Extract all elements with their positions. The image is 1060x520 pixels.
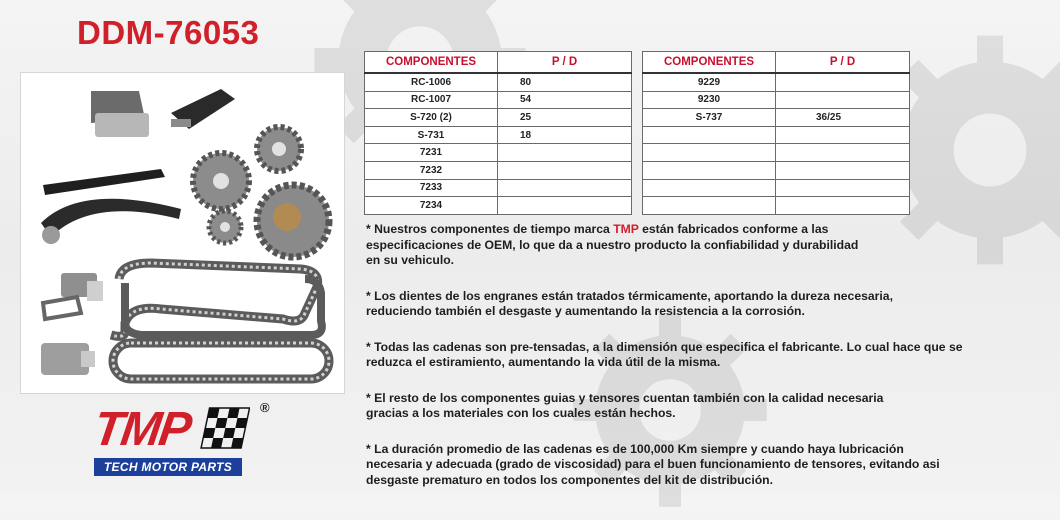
pd-cell: 25 (498, 109, 632, 127)
pd-cell: 54 (498, 91, 632, 109)
component-cell (643, 161, 776, 179)
sprocket-icon (193, 153, 249, 209)
component-cell: 9230 (643, 91, 776, 109)
component-cell: 9229 (643, 73, 776, 91)
gasket-icon (43, 297, 81, 319)
table-row (365, 73, 632, 91)
chain-tensioner-icon (41, 343, 95, 375)
pd-cell (498, 197, 632, 215)
component-cell (643, 144, 776, 162)
table-row (643, 161, 910, 179)
pd-cell (776, 197, 910, 215)
table-row (643, 109, 910, 127)
pd-cell (776, 91, 910, 109)
column-header: P / D (776, 52, 910, 74)
note-line: * Nuestros componentes de tiempo marca TMP están fabricados conforme a las (366, 222, 829, 236)
components-table-left (364, 51, 632, 215)
logo-tagline: TECH MOTOR PARTS (94, 458, 242, 476)
tmp-logo (88, 400, 288, 482)
note-line: reduciendo también el desgaste y aumentando la resistencia a la corrosión. (366, 304, 805, 318)
timing-chain-icon (113, 343, 329, 379)
pd-cell: 36/25 (776, 109, 910, 127)
column-header: COMPONENTES (643, 52, 776, 74)
pd-cell: 80 (498, 73, 632, 91)
component-cell (643, 126, 776, 144)
timing-chain-icon (111, 263, 318, 336)
chain-guide-icon (171, 89, 235, 129)
note-chains (366, 340, 1056, 371)
pd-cell (498, 144, 632, 162)
table-row (643, 179, 910, 197)
pd-cell (498, 179, 632, 197)
note-line: desgaste prematuro en todos los componentes del kit de distribución. (366, 472, 773, 487)
pd-cell (776, 126, 910, 144)
table-row (643, 91, 910, 109)
note-line: especificaciones de OEM, lo que da a nuestro producto la confiabilidad y durabilidad (366, 237, 859, 252)
note-line: necesaria y adecuada (grado de viscosidad) para el buen funcionamiento de tensores, evitando asi (366, 457, 940, 471)
tensioner-arm-icon (41, 199, 181, 244)
note-line: * Los dientes de los engranes están tratados térmicamente, aportando la dureza necesaria, (366, 288, 893, 303)
table-row (643, 144, 910, 162)
table-row (643, 197, 910, 215)
components-table-right (642, 51, 910, 215)
component-cell (643, 197, 776, 215)
component-cell (643, 179, 776, 197)
component-cell: RC-1006 (365, 73, 498, 91)
table-row (643, 126, 910, 144)
sprocket-icon (209, 211, 241, 243)
note-line: reduzca el estiramiento, aumentando la vida útil de la misma. (366, 355, 721, 369)
pd-cell (776, 161, 910, 179)
brand-name: TMP (613, 222, 639, 236)
component-cell: 7233 (365, 179, 498, 197)
note-line: en su vehiculo. (366, 253, 455, 267)
table-row (365, 161, 632, 179)
note-line: * La duración promedio de las cadenas es de 100,000 Km siempre y cuando haya lubricación (366, 441, 904, 456)
product-code-title: DDM-76053 (77, 14, 260, 51)
table-row (643, 73, 910, 91)
note-duration (366, 442, 1056, 489)
note-guides (366, 391, 1056, 422)
pd-cell (776, 73, 910, 91)
product-photo (20, 72, 345, 394)
pd-cell (498, 161, 632, 179)
pd-cell (776, 179, 910, 197)
component-cell: S-731 (365, 126, 498, 144)
product-notes (366, 222, 1056, 508)
checkered-flag-icon (198, 406, 250, 456)
sprocket-icon (257, 185, 329, 257)
note-line: * El resto de los componentes guias y tensores cuentan también con la calidad necesaria (366, 390, 884, 405)
pd-cell: 18 (498, 126, 632, 144)
sprocket-icon (257, 127, 301, 171)
pd-cell (776, 144, 910, 162)
component-cell: 7231 (365, 144, 498, 162)
chain-guide-icon (91, 91, 149, 137)
note-gears (366, 289, 1056, 320)
registered-mark: ® (260, 400, 270, 415)
note-oem (366, 222, 1056, 269)
column-header: COMPONENTES (365, 52, 498, 74)
table-header-row (643, 52, 910, 74)
component-cell: 7232 (365, 161, 498, 179)
note-line: gracias a los materiales con los cuales están hechos. (366, 406, 676, 420)
table-row (365, 197, 632, 215)
logo-wordmark: TMP (90, 403, 194, 456)
component-cell: RC-1007 (365, 91, 498, 109)
table-row (365, 91, 632, 109)
component-cell: S-737 (643, 109, 776, 127)
table-row (365, 144, 632, 162)
table-row (365, 126, 632, 144)
column-header: P / D (498, 52, 632, 74)
table-header-row (365, 52, 632, 74)
table-row (365, 179, 632, 197)
note-line: * Todas las cadenas son pre-tensadas, a la dimensión que especifica el fabricante. Lo cual hace que se (366, 339, 963, 354)
chain-guide-icon (43, 169, 165, 195)
component-cell: S-720 (2) (365, 109, 498, 127)
timing-kit-illustration (21, 73, 344, 393)
table-row (365, 109, 632, 127)
component-cell: 7234 (365, 197, 498, 215)
